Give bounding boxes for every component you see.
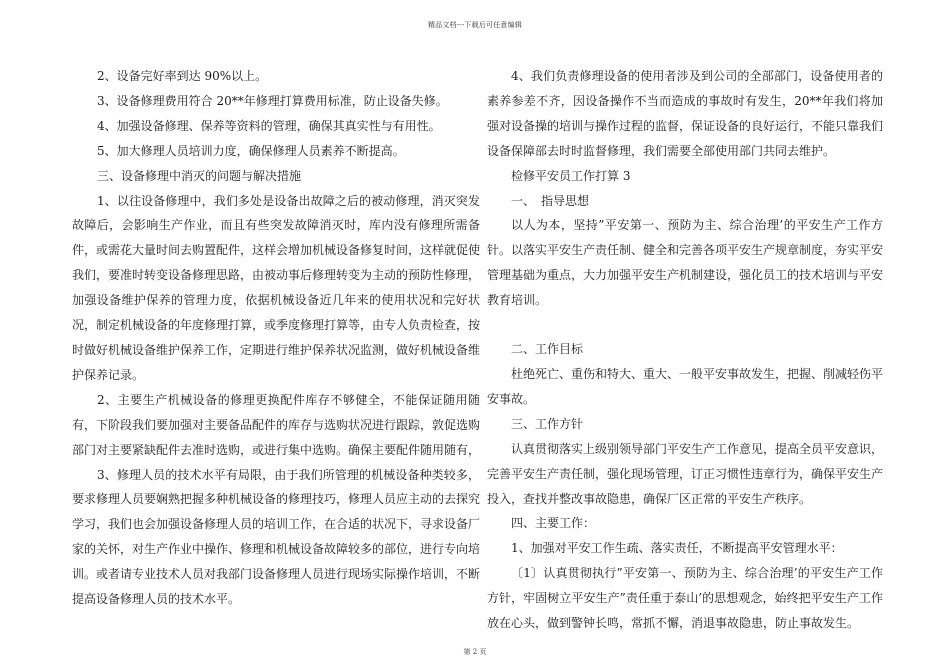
spacer	[487, 313, 883, 337]
page-number: 第 2 页	[463, 648, 487, 656]
paragraph-target-4: 4、加强设备修理、保养等资料的管理，确保其真实性与有用性。	[97, 118, 441, 133]
paragraph-problem-4: 4、我们负责修理设备的使用者涉及到公司的全部部门，设备使用者的素养参差不齐，因设备操作不当而造成的事故时有发生，20**年我们将加强对设备操的培训与操作过程的监督，保证设备的良好运行，不能只靠我们设备保障部去时时监督修理，我们需要全部使用部门共同去维护。	[487, 69, 884, 158]
paragraph-goals: 杜绝死亡、重伤和特大、重大、一般平安事故发生，把握、削减轻伤平安事故。	[487, 366, 884, 406]
page-header: 精品文档---下载后可任意编辑	[427, 21, 523, 29]
right-column	[487, 64, 883, 636]
paragraph-main-work-1: 1、加强对平安工作生疏、落实责任，不断提高平安管理水平：	[511, 541, 843, 556]
paragraph-problem-1: 1、以往设备修理中，我们多处是设备出故障之后的被动修理，消灭突发故障后，会影响生产作业，而且有些突发故障消灭时，库内没有修理所需备件，或需花大量时间去购置配件，这样会增加机械设备修复时间，这样就促使我们，要准时转变设备修理思路，由被动事后修理转变为主动的预防性修理，加强设备维护保养的管理力度，依据机械设备近几年来的使用状况和完好状况，制定机械设备的年度修理打算，或季度修理打算等，由专人负责检查，按时做好机械设备维护保养工作，定期进行维护保养状况监测，做好机械设备维护保养记录。	[72, 193, 481, 382]
paragraph-target-5: 5、加大修理人员培训力度，确保修理人员素养不断提高。	[97, 143, 405, 158]
section-heading-problems: 三、设备修理中消灭的问题与解决措施	[97, 168, 302, 183]
paragraph-target-3: 3、设备修理费用符合 20**年修理打算费用标准，防止设备失修。	[97, 93, 448, 108]
paragraph-policy: 认真贯彻落实上级别领导部门平安生产工作意见，提高全员平安意识，完善平安生产责任制，强化现场管理，订正习惯性违章行为，确保平安生产投入，查找并整改事故隐患，确保厂区正常的平安生产秩序。	[487, 441, 884, 506]
paragraph-guiding: 以人为本，坚持”平安第一、预防为主、综合治理’的平安生产工作方针。以落实平安生产责任制、健全和完善各项平安生产规章制度，夯实平安管理基础为重点，大力加强平安生产机制建设，强化员工的技术培训与平安教育培训。	[487, 218, 884, 308]
section-heading-guiding: 一、 指导思想	[511, 193, 590, 208]
left-column	[72, 64, 480, 612]
section-heading-policy: 三、工作方针	[511, 416, 584, 431]
section-heading-main-work: 四、主要工作：	[511, 516, 596, 531]
section-heading-goals: 二、工作目标	[511, 342, 584, 357]
paragraph-problem-3: 3、修理人员的技术水平有局限，由于我们所管理的机械设备种类较多，要求修理人员要娴熟把握多种机械设备的修理技巧，修理人员应主动的去探究学习，我们也会加强设备修理人员的培训工作，在合适的状况下，寻求设备厂家的关怀，对生产作业中操作、修理和机械设备故障较多的部位，进行专向培训。或者请专业技术人员对我部门设备修理人员进行现场实际操作培训，不断提高设备修理人员的技术水平。	[72, 467, 481, 607]
paragraph-target-2: 2、设备完好率到达 90%以上。	[97, 69, 268, 83]
paragraph-main-work-1-1: 〔1〕认真贯彻执行”平安第一、预防为主、综合治理’的平安生产工作方针，牢固树立平安生产”责任重于泰山’的思想观念，始终把平安生产工作放在心头，做到警钟长鸣，常抓不懈，消退事故隐患，防止事故发生。	[487, 566, 883, 631]
document-subtitle: 检修平安员工作打算 3	[511, 168, 631, 183]
paragraph-problem-2: 2、主要生产机械设备的修理更换配件库存不够健全，不能保证随用随有，下阶段我们要加强对主要备品配件的库存与选购状况进行跟踪，敦促选购部门对主要紧缺配件去准时选购，或进行集中选购。确保主要配件随用随有，	[72, 392, 481, 457]
